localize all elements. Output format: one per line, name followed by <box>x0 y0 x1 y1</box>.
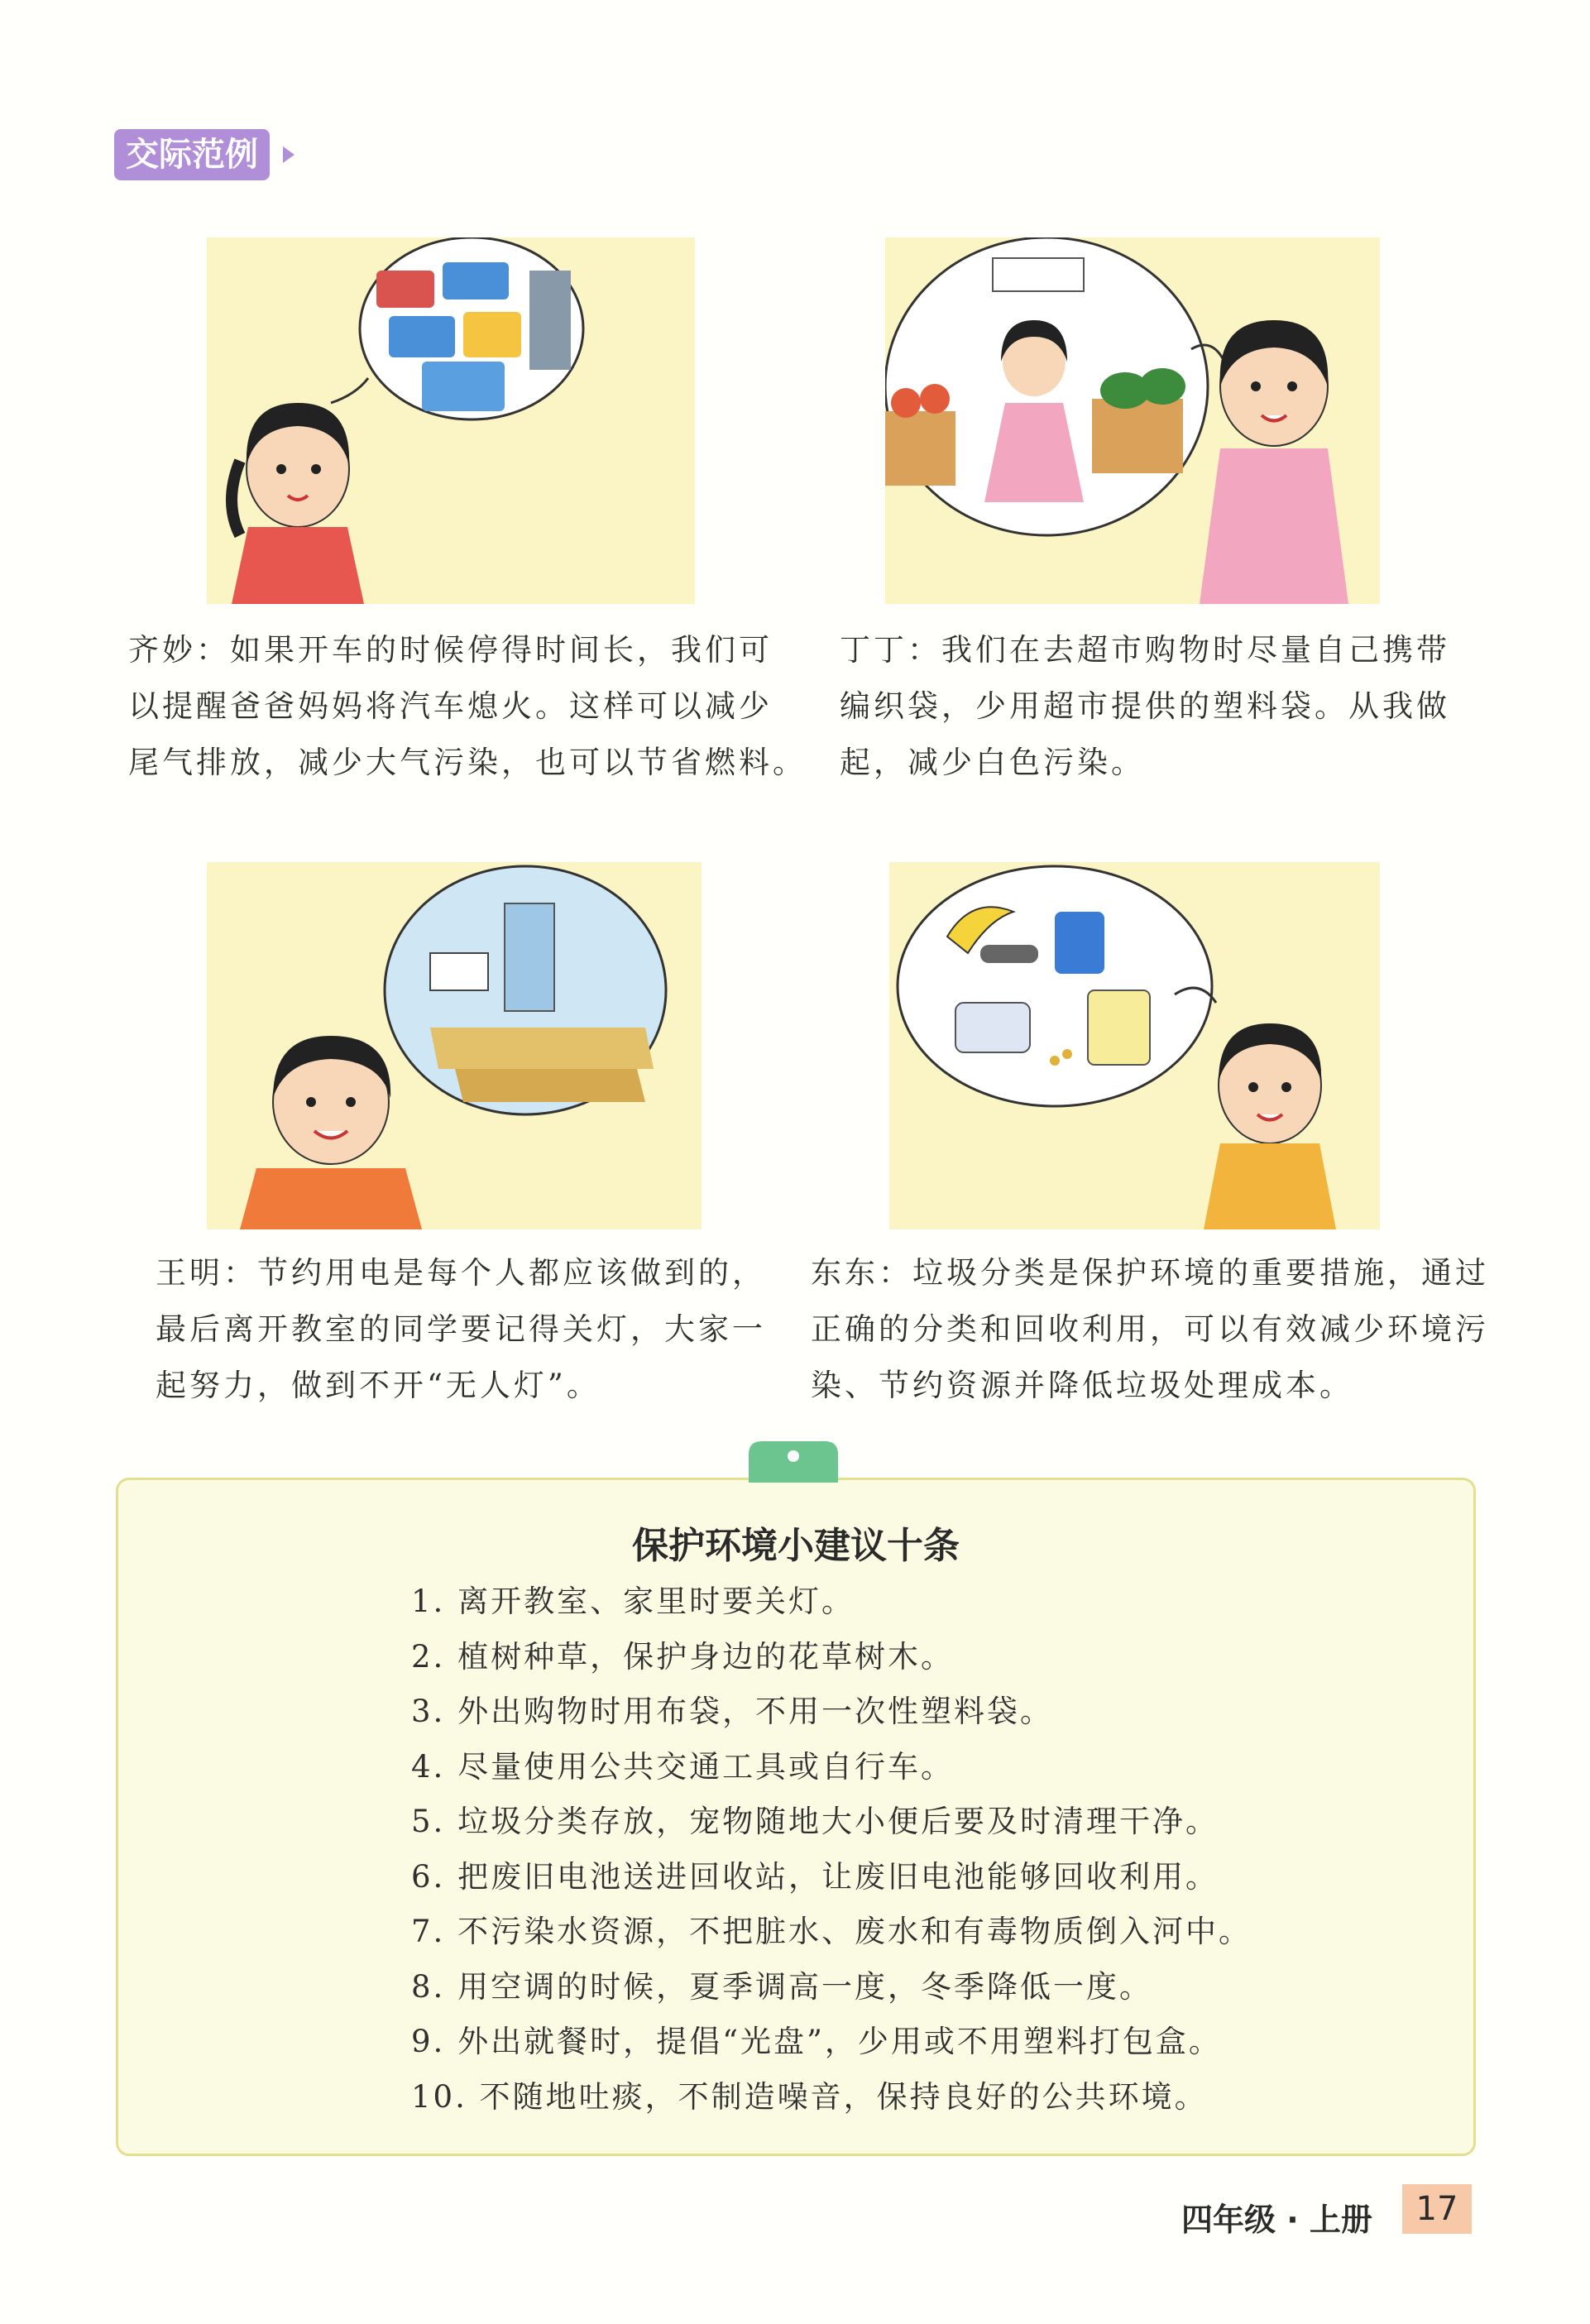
tip-item: 6. 把废旧电池送进回收站，让废旧电池能够回收利用。 <box>411 1858 1219 1895</box>
book-label: 四年级 · 上册 <box>1181 2202 1372 2238</box>
tip-item: 5. 垃圾分类存放，宠物随地大小便后要及时清理干净。 <box>411 1804 1219 1839</box>
section-tag: 交际范例 <box>114 129 270 180</box>
caption-dongdong <box>811 1245 1489 1414</box>
tip-item: 10. 不随地吐痰，不制造噪音，保持良好的公共环境。 <box>411 2078 1208 2115</box>
caption-line: 东东：垃圾分类是保护环境的重要措施，通过 <box>811 1255 1489 1291</box>
tip-item: 8. 用空调的时候，夏季调高一度，冬季降低一度。 <box>411 1968 1153 2005</box>
caption-line: 丁丁：我们在去超市购物时尽量自己携带 <box>840 632 1450 668</box>
page-number: 17 <box>1402 2184 1472 2234</box>
tip-item: 2. 植树种草，保护身边的花草树木。 <box>411 1638 955 1675</box>
caption-line: 起努力，做到不开“无人灯”。 <box>156 1368 601 1403</box>
caption-line: 正确的分类和回收利用，可以有效减少环境污 <box>811 1311 1489 1347</box>
tip-item: 9. 外出就餐时，提倡“光盘”，少用或不用塑料打包盒。 <box>411 2024 1222 2059</box>
caption-line: 编织袋，少用超市提供的塑料袋。从我做 <box>840 688 1450 724</box>
caption-line: 齐妙：如果开车的时候停得时间长，我们可 <box>128 632 773 668</box>
tip-item: 7. 不污染水资源，不把脏水、废水和有毒物质倒入河中。 <box>411 1914 1252 1949</box>
caption-wangming <box>156 1245 766 1414</box>
tip-item: 4. 尽量使用公共交通工具或自行车。 <box>411 1748 955 1785</box>
caption-qimiao <box>128 622 807 791</box>
illustration-traffic <box>207 237 695 604</box>
caption-line: 染、节约资源并降低垃圾处理成本。 <box>811 1368 1353 1403</box>
caption-line: 最后离开教室的同学要记得关灯，大家一 <box>156 1311 766 1347</box>
tip-item: 1. 离开教室、家里时要关灯。 <box>411 1584 855 1619</box>
caption-line: 起，减少白色污染。 <box>840 745 1145 780</box>
tip-item: 3. 外出购物时用布袋，不用一次性塑料袋。 <box>411 1694 1054 1729</box>
illustration-supermarket <box>885 237 1380 604</box>
caption-dingding <box>840 622 1450 791</box>
illustration-garbage <box>889 862 1380 1229</box>
caption-line: 以提醒爸爸妈妈将汽车熄火。这样可以减少 <box>128 688 773 724</box>
caption-line: 王明：节约用电是每个人都应该做到的， <box>156 1255 766 1291</box>
tips-list <box>411 1574 1252 2125</box>
tips-title: 保护环境小建议十条 <box>632 1525 960 1567</box>
illustration-classroom <box>207 862 702 1229</box>
caption-line: 尾气排放，减少大气污染，也可以节省燃料。 <box>128 745 807 780</box>
tag-arrow-icon <box>283 146 295 163</box>
clip-tab-icon <box>740 1440 846 1483</box>
